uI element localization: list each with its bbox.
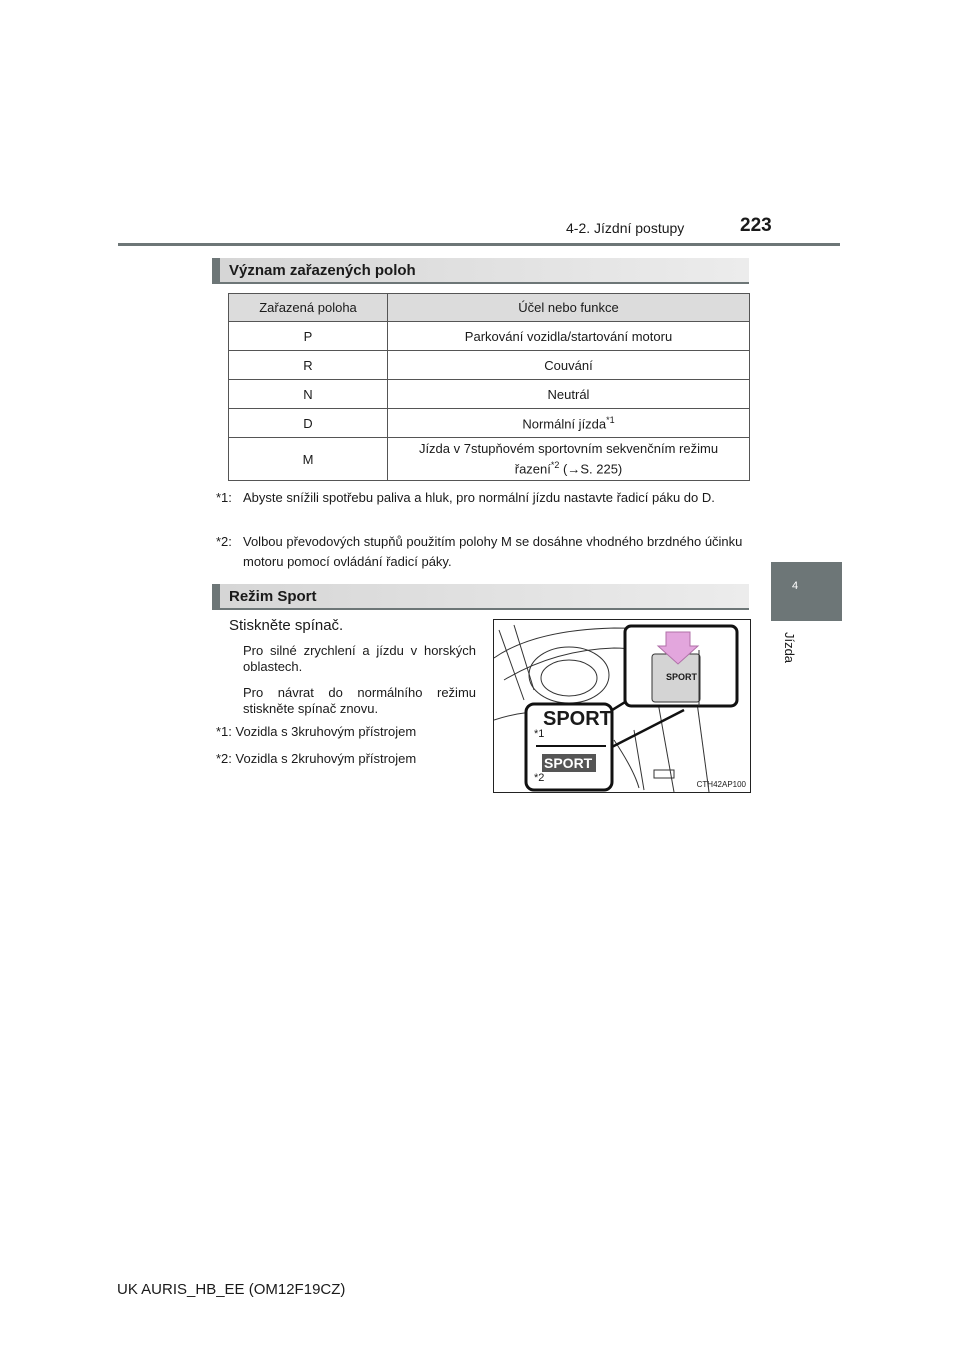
header-section-ref: 4-2. Jízdní postupy <box>566 220 685 236</box>
table-cell-position: M <box>229 438 388 481</box>
footnote-text: Vozidla s 2kruhovým přístrojem <box>235 751 417 766</box>
purpose-text: Normální jízda <box>522 416 607 432</box>
table-header-cell: Zařazená poloha <box>229 294 388 322</box>
figure-code: CTH42AP100 <box>696 780 746 789</box>
chapter-tab <box>771 562 842 621</box>
paragraph: Pro návrat do normálního režimu stiskněte spínač znovu. <box>243 685 476 716</box>
footnote-marker: *1: <box>216 490 232 505</box>
table-cell-purpose <box>388 438 750 481</box>
dashboard-drawing <box>494 620 750 792</box>
footnote-text: Abyste snížili spotřebu paliva a hluk, pro normální jízdu nastavte řadicí páku do D. <box>243 490 715 505</box>
table-cell-purpose: Couvání <box>388 351 750 380</box>
table-header-row <box>229 294 750 322</box>
table-row <box>229 351 750 380</box>
section-title: Režim Sport <box>229 588 317 605</box>
figure-marker-2: *2 <box>534 772 545 784</box>
table-header-cell: Účel nebo funkce <box>388 294 750 322</box>
purpose-text-line2: řazení <box>514 461 551 477</box>
header-divider <box>118 243 840 246</box>
sport-indicator-2: SPORT <box>544 755 593 771</box>
paragraph: Pro silné zrychlení a jízdu v horských oblastech. <box>243 643 476 674</box>
chapter-title: Jízda <box>782 631 798 664</box>
table-cell-purpose <box>388 409 750 438</box>
footnote <box>216 724 416 739</box>
purpose-text-line1: Jízda v 7stupňovém sportovním sekvenčním režimu <box>418 441 719 457</box>
sport-indicator-1: SPORT <box>543 708 612 730</box>
page-number: 223 <box>740 215 772 236</box>
instruction-text: Stiskněte spínač. <box>229 617 344 634</box>
table-cell-position: P <box>229 322 388 351</box>
footnote <box>216 532 756 572</box>
table-cell-position: D <box>229 409 388 438</box>
footnote-text: Vozidla s 3kruhovým přístrojem <box>235 724 417 739</box>
chapter-title-vertical <box>782 624 812 674</box>
footnote-marker: *2: <box>216 534 232 549</box>
footnote-marker: *1: <box>216 724 232 739</box>
footnote <box>216 488 756 508</box>
sport-button-label: SPORT <box>666 672 698 682</box>
table-row <box>229 380 750 409</box>
table-cell-position: R <box>229 351 388 380</box>
chapter-number: 4 <box>792 580 799 592</box>
positions-table <box>228 293 750 481</box>
table-cell-purpose: Parkování vozidla/startování motoru <box>388 322 750 351</box>
sport-switch-illustration <box>493 619 751 793</box>
table-row <box>229 409 750 438</box>
section-heading-sport <box>212 584 749 610</box>
footnote <box>216 751 416 766</box>
figure-marker-1: *1 <box>534 728 545 740</box>
footer-doc-id: UK AURIS_HB_EE (OM12F19CZ) <box>117 1281 346 1298</box>
footnote-marker: *2: <box>216 751 232 766</box>
footnote-ref: *1 <box>606 414 615 425</box>
table-row <box>229 438 750 481</box>
table-row <box>229 322 750 351</box>
table-cell-position: N <box>229 380 388 409</box>
table-cell-purpose: Neutrál <box>388 380 750 409</box>
footnote-ref: *2 <box>550 460 560 471</box>
section-title: Význam zařazených poloh <box>229 262 416 279</box>
footnote-text: Volbou převodových stupňů použitím polohy M se dosáhne vhodného brzdného účinku motoru pomocí ovládání řadicí páky. <box>243 534 743 569</box>
page-reference[interactable]: (→S. 225) <box>563 461 623 477</box>
section-heading-positions <box>212 258 749 284</box>
